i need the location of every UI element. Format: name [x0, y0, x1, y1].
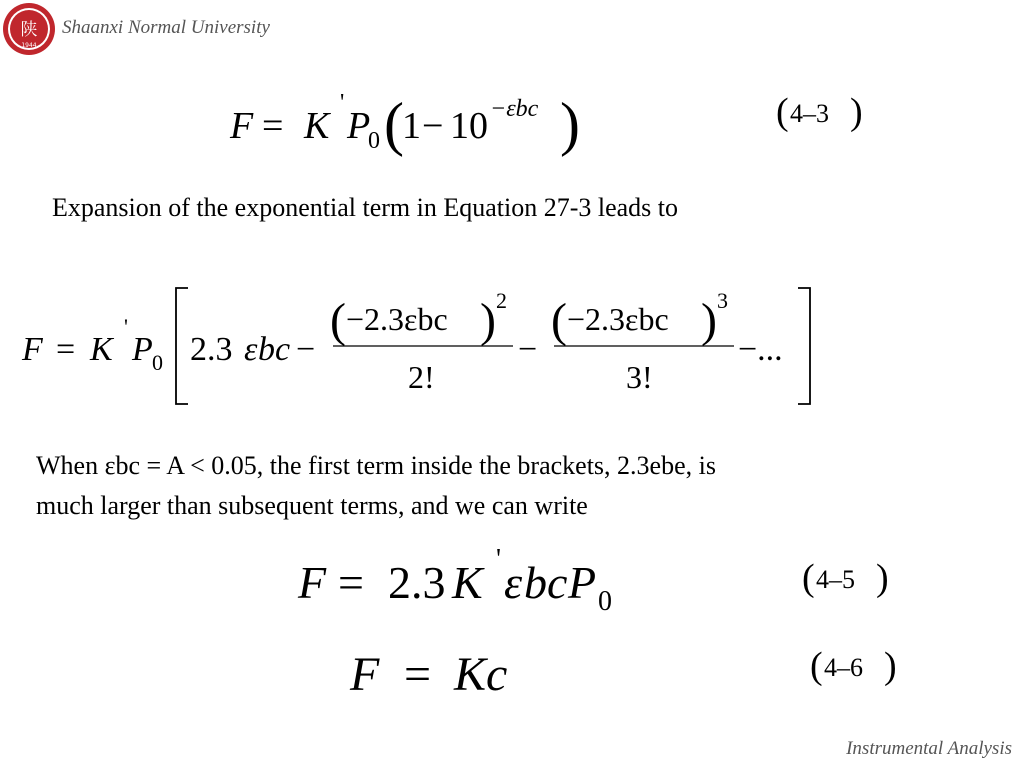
condition-line-1: When εbc = A < 0.05, the first term inside the brackets, 2.3ebe, is	[36, 451, 716, 480]
exp-first-eps: ε	[244, 331, 258, 368]
eq43-K: K	[304, 105, 330, 147]
eq46-Kc: Kc	[454, 648, 508, 701]
eq43-ten: 10	[450, 105, 488, 147]
exp-frac2-denominator: 3!	[626, 359, 653, 395]
eq43-prime: '	[340, 90, 345, 116]
exp-right-bracket	[798, 288, 810, 404]
eq45-coefficient: 2.3	[388, 557, 446, 608]
eq43-minus: −	[422, 105, 444, 147]
logo-character: 陕	[20, 20, 38, 40]
eq43-close-paren: )	[560, 91, 580, 157]
eq45-F: F	[298, 557, 327, 608]
svg-text:(: (	[776, 91, 789, 133]
exp-minus-1: −	[296, 331, 316, 368]
exp-prime: '	[124, 314, 128, 339]
svg-text:): )	[876, 557, 889, 599]
equation-number-4-5	[802, 556, 902, 600]
eq43-one: 1	[402, 105, 421, 147]
eq45-sub0: 0	[598, 586, 612, 617]
exp-frac1-open: (	[330, 294, 346, 347]
eq43-F: F	[230, 105, 254, 147]
svg-text:): )	[850, 91, 863, 133]
equation-4-5	[292, 546, 652, 626]
series-expansion-equation	[18, 280, 828, 415]
eq43-exponent: −εbc	[490, 96, 539, 122]
eq43-equals: =	[262, 105, 284, 147]
exp-sub0: 0	[152, 350, 163, 375]
equation-number-4-6	[810, 644, 910, 688]
exp-first-bc: bc	[258, 331, 291, 368]
svg-text:): )	[884, 645, 897, 687]
exp-frac2-power: 3	[717, 288, 728, 313]
logo-year: 1944	[21, 42, 37, 49]
equation-4-6	[344, 640, 544, 710]
exp-equals: =	[56, 331, 76, 368]
exp-K: K	[90, 331, 113, 368]
condition-line-2: much larger than subsequent terms, and we can write	[36, 491, 588, 520]
equation-4-3	[220, 80, 600, 160]
eq43-P: P	[347, 105, 371, 147]
eq45-prime: '	[496, 544, 502, 575]
exp-first-coef: 2.3	[190, 331, 233, 368]
svg-text:4–5: 4–5	[816, 565, 855, 594]
exp-frac2-close: )	[701, 294, 717, 347]
eq46-F: F	[350, 648, 380, 701]
university-seal-logo	[2, 2, 56, 56]
eq45-eps: ε	[504, 557, 523, 608]
exp-frac1-numerator: −2.3εbc	[346, 301, 448, 337]
eq45-K: K	[452, 557, 483, 608]
expansion-sentence: Expansion of the exponential term in Equation 27-3 leads to	[52, 193, 679, 222]
svg-text:4–3: 4–3	[790, 99, 829, 128]
eq43-sub0: 0	[368, 128, 380, 154]
university-name: Shaanxi Normal University	[62, 17, 270, 38]
exp-frac2-open: (	[551, 294, 567, 347]
eq46-equals: =	[404, 648, 432, 701]
exp-F: F	[22, 331, 43, 368]
course-name: Instrumental Analysis	[846, 738, 1012, 759]
exp-left-bracket	[176, 288, 188, 404]
eq43-open-paren: (	[384, 91, 404, 157]
exp-minus-2: −	[518, 331, 538, 368]
exp-tail: −...	[738, 331, 783, 368]
svg-text:(: (	[802, 557, 815, 599]
exp-P: P	[132, 331, 153, 368]
exp-frac1-denominator: 2!	[408, 359, 435, 395]
exp-frac2-numerator: −2.3εbc	[567, 301, 669, 337]
eq45-bc: bc	[524, 557, 568, 608]
equation-number-4-3	[776, 90, 876, 134]
eq45-equals: =	[338, 557, 364, 608]
exp-frac1-power: 2	[496, 288, 507, 313]
svg-text:(: (	[810, 645, 823, 687]
exp-frac1-close: )	[480, 294, 496, 347]
svg-text:4–6: 4–6	[824, 653, 863, 682]
eq45-P: P	[568, 557, 597, 608]
